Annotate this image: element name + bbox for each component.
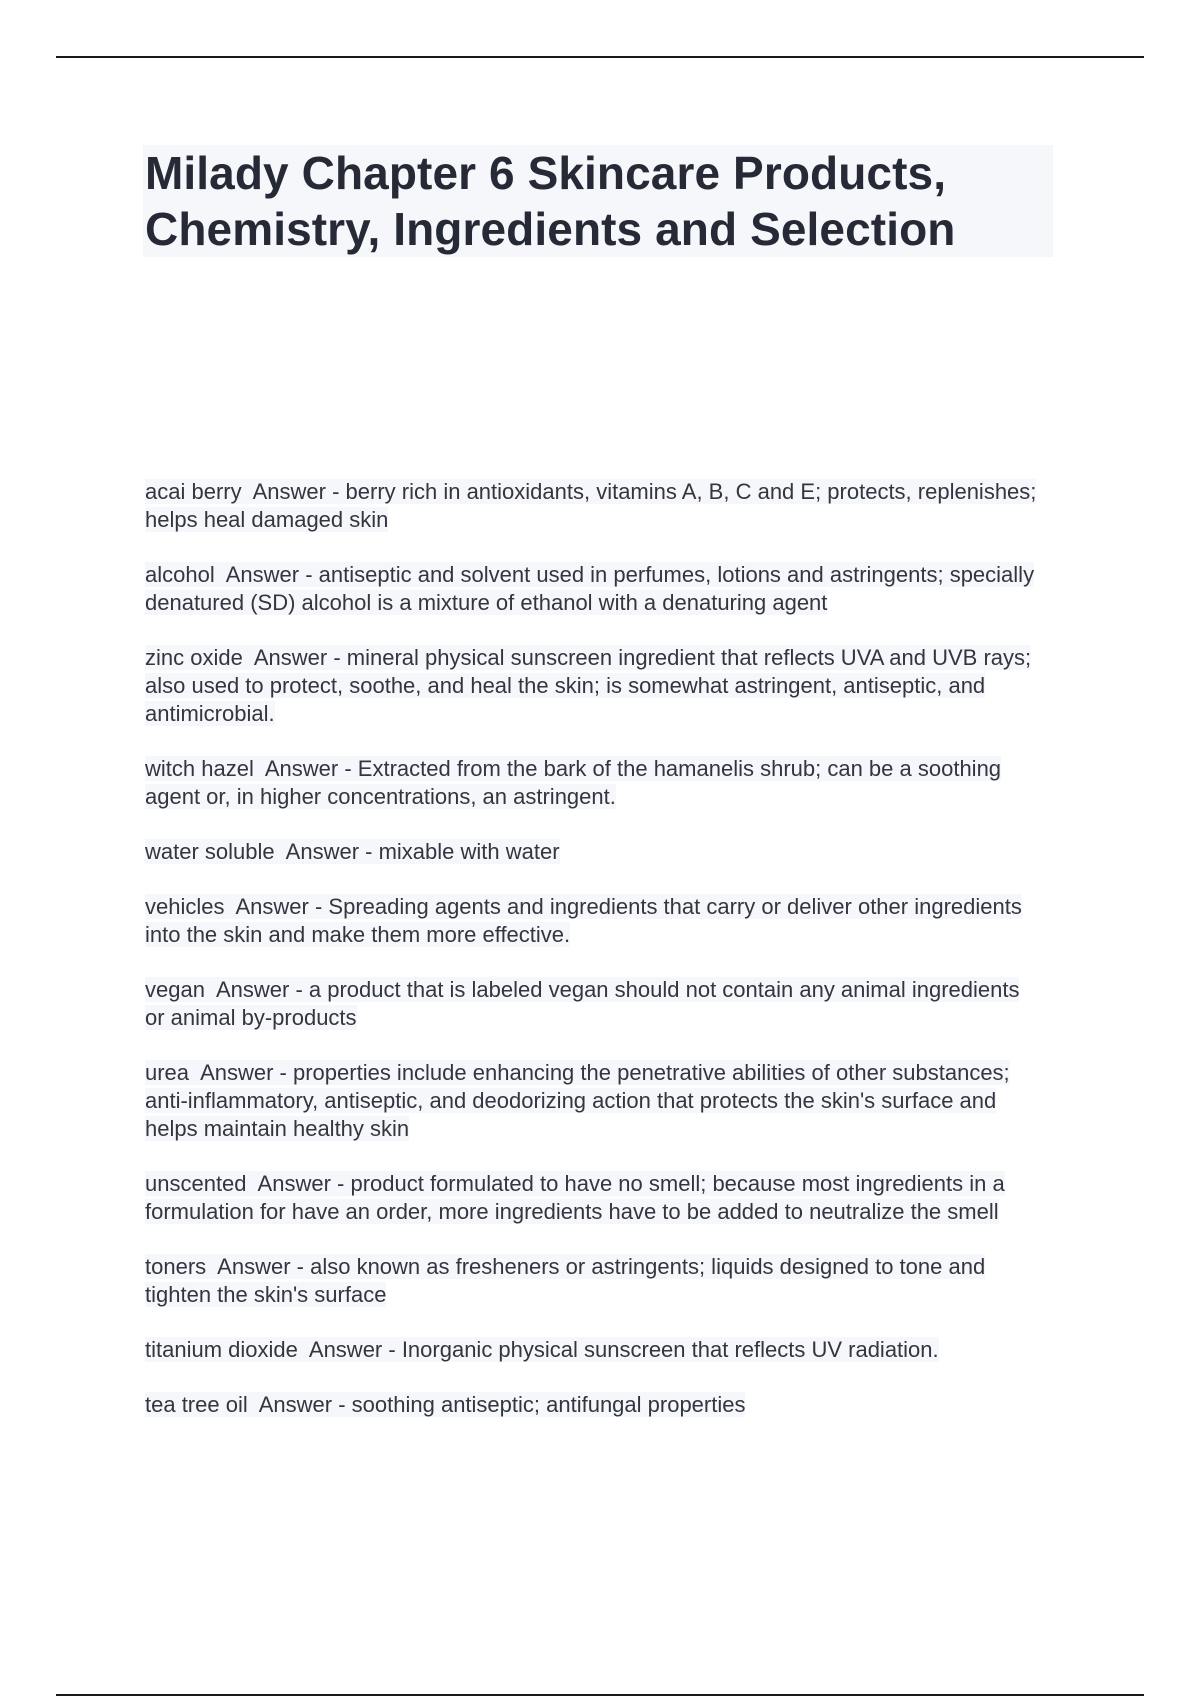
term: unscented <box>145 1171 247 1196</box>
answer: berry rich in antioxidants, vitamins A, B, C and E; protects, replenishes; helps heal damaged skin <box>145 479 1037 532</box>
qa-item <box>145 1391 1045 1419</box>
answer-prefix: Answer - <box>252 479 346 504</box>
term: vegan <box>145 977 205 1002</box>
term: titanium dioxide <box>145 1337 298 1362</box>
answer-prefix: Answer - <box>253 645 347 670</box>
qa-item <box>145 976 1045 1032</box>
qa-text <box>145 839 560 864</box>
answer-prefix: Answer - <box>285 839 379 864</box>
qa-item <box>145 561 1045 617</box>
qa-item <box>145 644 1045 728</box>
qa-item <box>145 755 1045 811</box>
qa-text <box>145 1392 745 1417</box>
qa-item <box>145 1253 1045 1309</box>
answer: antiseptic and solvent used in perfumes, lotions and astringents; specially denatured (SD) alcohol is a mixture of ethanol with a denaturing agent <box>145 562 1035 615</box>
answer: Spreading agents and ingredients that carry or deliver other ingredients into the skin and make them more effective. <box>145 894 1022 947</box>
bottom-rule <box>56 1694 1144 1696</box>
answer: mixable with water <box>378 839 560 864</box>
answer-prefix: Answer - <box>258 1392 352 1417</box>
term: water soluble <box>145 839 275 864</box>
answer: a product that is labeled vegan should not contain any animal ingredients or animal by-products <box>145 977 1020 1030</box>
qa-text <box>145 479 1036 532</box>
answer-prefix: Answer - <box>215 977 309 1002</box>
term: tea tree oil <box>145 1392 248 1417</box>
answer-prefix: Answer - <box>308 1337 402 1362</box>
qa-text <box>145 645 1031 726</box>
answer: properties include enhancing the penetrative abilities of other substances; anti-inflammatory, antiseptic, and deodorizing action that protects the skin's surface and helps maintain healthy skin <box>145 1060 1010 1141</box>
answer: Extracted from the bark of the hamanelis shrub; can be a soothing agent or, in higher concentrations, an astringent. <box>145 756 1002 809</box>
top-rule <box>56 56 1144 58</box>
title-block <box>143 145 1053 257</box>
qa-item <box>145 1336 1045 1364</box>
qa-text <box>145 1060 1010 1141</box>
qa-text <box>145 562 1034 615</box>
document-title: Milady Chapter 6 Skincare Products, Chemistry, Ingredients and Selection <box>145 147 956 255</box>
term: acai berry <box>145 479 242 504</box>
term: witch hazel <box>145 756 254 781</box>
answer: product formulated to have no smell; because most ingredients in a formulation for have an order, more ingredients have to be added to neutralize the smell <box>145 1171 1005 1224</box>
qa-list <box>145 478 1045 1446</box>
qa-item <box>145 893 1045 949</box>
qa-item <box>145 1059 1045 1143</box>
qa-text <box>145 1254 985 1307</box>
term: zinc oxide <box>145 645 243 670</box>
qa-text <box>145 1171 1005 1224</box>
term: toners <box>145 1254 207 1279</box>
term: urea <box>145 1060 190 1085</box>
answer: also known as fresheners or astringents; liquids designed to tone and tighten the skin's surface <box>145 1254 986 1307</box>
term: alcohol <box>145 562 215 587</box>
qa-text <box>145 1337 939 1362</box>
answer: Inorganic physical sunscreen that reflects UV radiation. <box>401 1337 939 1362</box>
answer: mineral physical sunscreen ingredient that reflects UVA and UVB rays; also used to protect, soothe, and heal the skin; is somewhat astringent, antiseptic, and antimicrobial. <box>145 645 1032 726</box>
qa-item <box>145 1170 1045 1226</box>
answer-prefix: Answer - <box>264 756 358 781</box>
qa-item <box>145 478 1045 534</box>
answer-prefix: Answer - <box>200 1060 293 1085</box>
answer-prefix: Answer - <box>235 894 329 919</box>
answer-prefix: Answer - <box>217 1254 311 1279</box>
qa-item <box>145 838 1045 866</box>
answer-prefix: Answer - <box>225 562 319 587</box>
term: vehicles <box>145 894 225 919</box>
answer-prefix: Answer - <box>257 1171 351 1196</box>
qa-text <box>145 756 1001 809</box>
answer: soothing antiseptic; antifungal properties <box>351 1392 746 1417</box>
qa-text <box>145 894 1022 947</box>
qa-text <box>145 977 1019 1030</box>
